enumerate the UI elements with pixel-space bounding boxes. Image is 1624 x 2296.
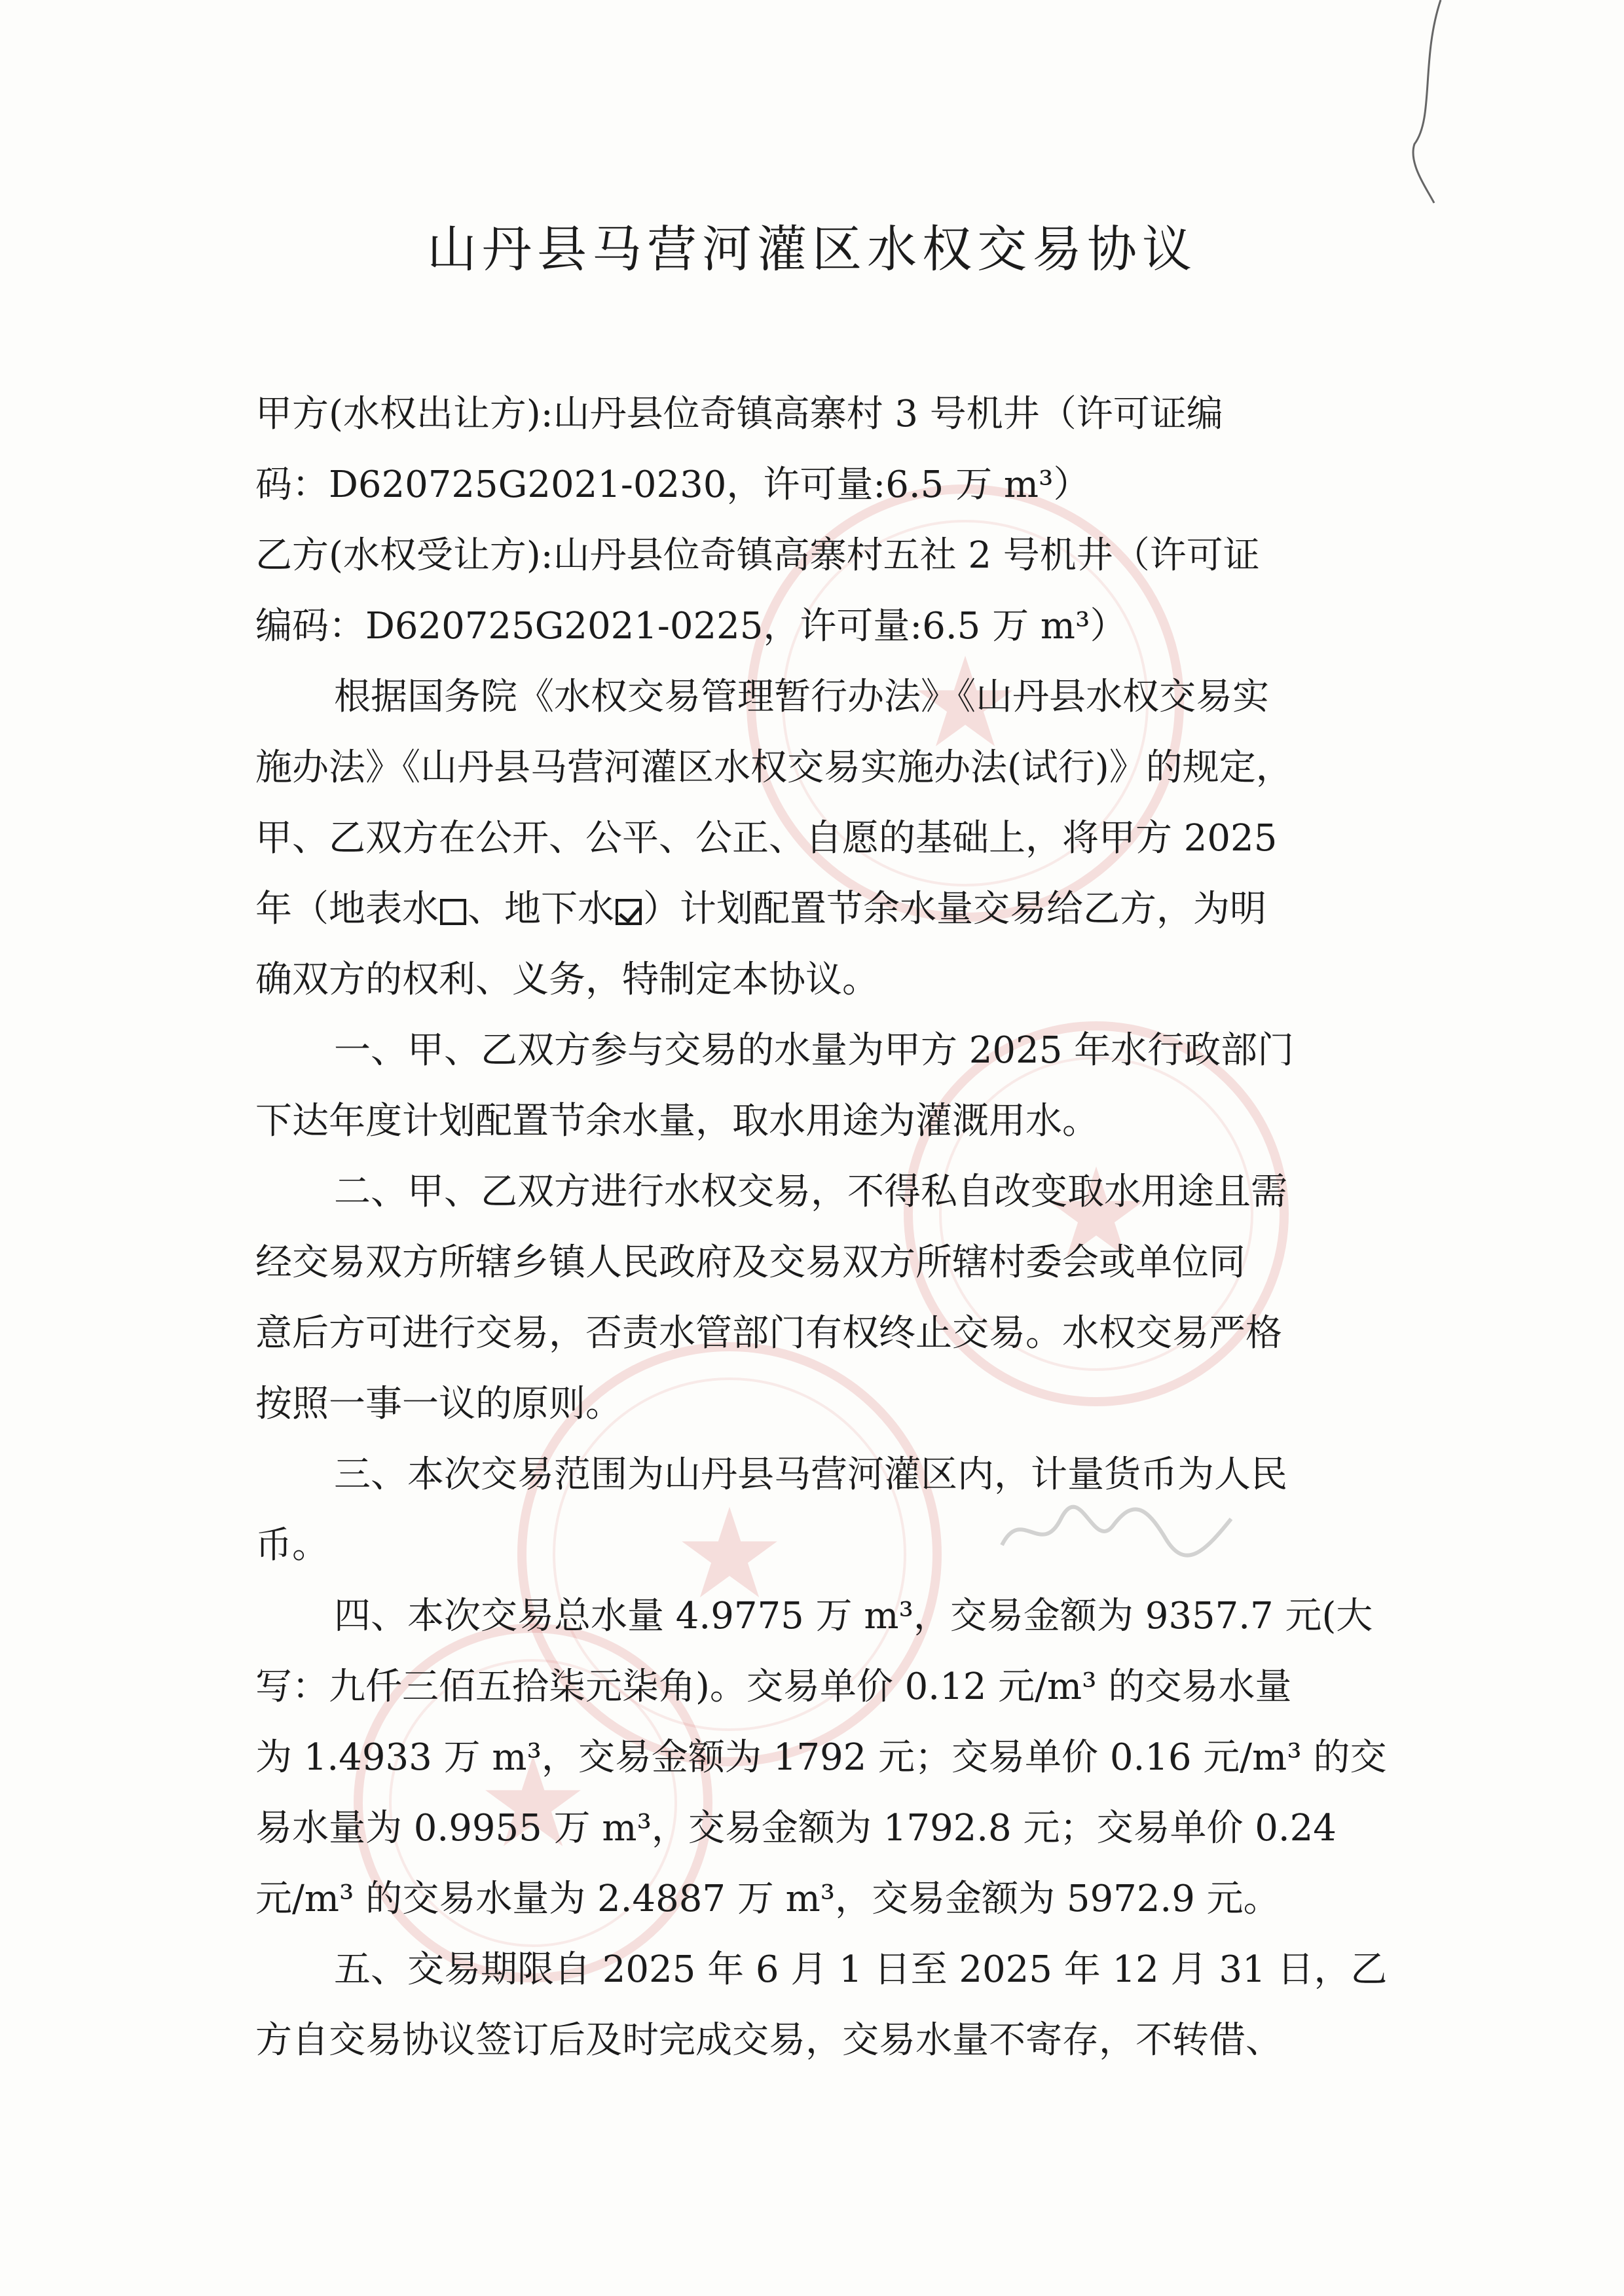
document-title: 山丹县马营河灌区水权交易协议 bbox=[427, 220, 1197, 278]
clause3-line-2: 币。 bbox=[255, 1524, 329, 1567]
clause3-line-1: 三、本次交易范围为山丹县马营河灌区内，计量货币为人民 bbox=[334, 1453, 1287, 1496]
clause5-line-2: 方自交易协议签订后及时完成交易，交易水量不寄存，不转借、 bbox=[255, 2019, 1282, 2062]
clause1-line-2: 下达年度计划配置节余水量，取水用途为灌溉用水。 bbox=[255, 1100, 1099, 1142]
clause4-line-3: 为 1.4933 万 m³，交易金额为 1792 元；交易单价 0.16 元/m³ 的交 bbox=[255, 1736, 1387, 1779]
party-b-line-2: 编码：D620725G2021-0225，许可量:6.5 万 m³） bbox=[255, 605, 1127, 647]
intro-line-5: 确双方的权利、义务，特制定本协议。 bbox=[255, 958, 879, 1001]
clause2-line-3: 意后方可进行交易，否责水管部门有权终止交易。水权交易严格 bbox=[255, 1312, 1282, 1355]
intro-line-2: 施办法》《山丹县马营河灌区水权交易实施办法(试行)》的规定， bbox=[255, 746, 1293, 789]
party-a-line-1: 甲方(水权出让方):山丹县位奇镇高寨村 3 号机井（许可证编 bbox=[255, 393, 1223, 435]
checkbox-checked-icon bbox=[616, 899, 642, 925]
clause4-line-1: 四、本次交易总水量 4.9775 万 m³，交易金额为 9357.7 元(大 bbox=[334, 1595, 1373, 1637]
intro-line-4-seg: 年（地表水 、地下水 ）计划配置节余水量交易给乙方，为明 bbox=[255, 888, 1266, 930]
clause4-line-4: 易水量为 0.9955 万 m³，交易金额为 1792.8 元；交易单价 0.24 bbox=[255, 1807, 1337, 1850]
official-seal-icon: ★ bbox=[747, 484, 1184, 922]
checkbox-empty-icon bbox=[440, 899, 466, 925]
intro-line-3: 甲、乙双方在公开、公平、公正、自愿的基础上，将甲方 2025 bbox=[255, 817, 1278, 860]
clause2-line-4: 按照一事一议的原则。 bbox=[255, 1383, 622, 1425]
clause2-line-2: 经交易双方所辖乡镇人民政府及交易双方所辖村委会或单位同 bbox=[255, 1241, 1246, 1284]
intro-line-1: 根据国务院《水权交易管理暂行办法》《山丹县水权交易实 bbox=[334, 676, 1269, 718]
official-seal-icon: ★ bbox=[354, 1624, 712, 1982]
official-seal-icon: ★ bbox=[517, 1342, 942, 1766]
party-b-line-1: 乙方(水权受让方):山丹县位奇镇高寨村五社 2 号机井（许可证 bbox=[255, 534, 1260, 577]
clause2-line-1: 二、甲、乙双方进行水权交易，不得私自改变取水用途且需 bbox=[334, 1171, 1287, 1213]
clause4-line-2: 写：九仟三佰五拾柒元柒角)。交易单价 0.12 元/m³ 的交易水量 bbox=[255, 1666, 1292, 1708]
clause4-line-5: 元/m³ 的交易水量为 2.4887 万 m³，交易金额为 5972.9 元。 bbox=[255, 1878, 1280, 1920]
party-a-line-2: 码：D620725G2021-0230，许可量:6.5 万 m³） bbox=[255, 464, 1090, 506]
official-seal-icon: ★ bbox=[904, 1021, 1289, 1406]
clause5-line-1: 五、交易期限自 2025 年 6 月 1 日至 2025 年 12 月 31 日，乙 bbox=[334, 1948, 1388, 1991]
clause1-line-1: 一、甲、乙双方参与交易的水量为甲方 2025 年水行政部门 bbox=[334, 1029, 1295, 1072]
intro-line-4 bbox=[255, 881, 1395, 938]
paper-fold-mark bbox=[1395, 0, 1473, 210]
